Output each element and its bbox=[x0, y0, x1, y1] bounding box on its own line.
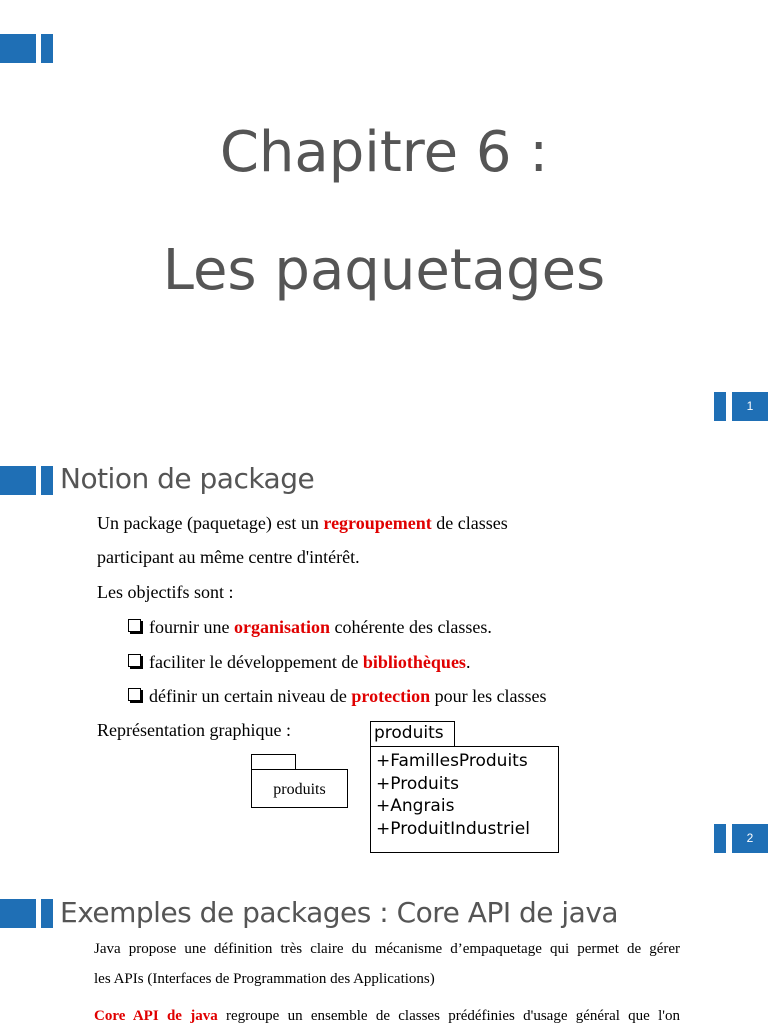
objective-item bbox=[128, 617, 492, 638]
package-icon-tab bbox=[251, 754, 296, 770]
slide-3-heading: Exemples de packages : Core API de java bbox=[60, 896, 619, 929]
slide-2 bbox=[0, 426, 768, 858]
intro-highlight: regroupement bbox=[323, 513, 432, 533]
intro-text-2: de classes bbox=[431, 513, 508, 533]
chapter-subtitle: Les paquetages bbox=[162, 238, 606, 303]
slide-1-page-number: 1 bbox=[732, 392, 768, 421]
objective-highlight: protection bbox=[351, 686, 431, 706]
slide-1-accent-bar bbox=[41, 34, 53, 63]
package-icon bbox=[251, 769, 348, 808]
representation-label: Représentation graphique : bbox=[97, 720, 291, 740]
slide-2-number-bar bbox=[714, 824, 726, 853]
uml-member: +Angrais bbox=[376, 796, 455, 816]
slide-3-paragraph-2 bbox=[94, 1001, 680, 1031]
uml-package-name: produits bbox=[370, 721, 455, 747]
slide-2-accent-bar bbox=[41, 466, 53, 495]
slide-3 bbox=[0, 858, 768, 1024]
objective-item bbox=[128, 652, 470, 673]
objectives-label: Les objectifs sont : bbox=[97, 582, 234, 602]
objective-text: définir un certain niveau de bbox=[149, 686, 352, 706]
objective-text: pour les classes bbox=[430, 686, 547, 706]
slide-1-number-bar bbox=[714, 392, 726, 421]
chapter-title: Chapitre 6 : bbox=[219, 120, 549, 185]
objective-text: cohérente des classes. bbox=[330, 617, 492, 637]
uml-member: +FamillesProduits bbox=[376, 751, 528, 771]
slide-3-accent-block bbox=[0, 899, 36, 928]
paragraph-1-line-2: les APIs (Interfaces de Programmation des Applications) bbox=[94, 971, 435, 987]
intro-line-2: participant au même centre d'intérêt. bbox=[97, 547, 360, 567]
slide-2-page-number: 2 bbox=[732, 824, 768, 853]
objective-text: faciliter le développement de bbox=[149, 652, 363, 672]
package-icon-label: produits bbox=[273, 781, 326, 798]
objective-text: . bbox=[465, 652, 471, 672]
checkbox-bullet-icon bbox=[128, 654, 141, 667]
objective-highlight: organisation bbox=[233, 617, 330, 637]
objective-item bbox=[128, 686, 547, 707]
checkbox-bullet-icon bbox=[128, 688, 141, 701]
paragraph-2-text: regroupe un ensemble de classes prédéfinies d'usage général que l'on bbox=[217, 1008, 680, 1024]
paragraph-1-line-1: Java propose une définition très claire du mécanisme d’empaquetage qui permet de gérer bbox=[94, 941, 680, 957]
slide-1 bbox=[0, 0, 768, 426]
slide-3-paragraph-1 bbox=[94, 934, 680, 994]
uml-member: +ProduitIndustriel bbox=[376, 818, 530, 839]
uml-member: +Produits bbox=[376, 773, 460, 794]
checkbox-bullet-icon bbox=[128, 619, 141, 632]
objective-text: fournir une bbox=[149, 617, 234, 637]
intro-text-1: Un package (paquetage) est un bbox=[97, 513, 324, 533]
slide-2-heading: Notion de package bbox=[60, 462, 315, 495]
slide-2-accent-block bbox=[0, 466, 36, 495]
slide-1-accent-block bbox=[0, 34, 36, 63]
objective-highlight: bibliothèques bbox=[362, 652, 466, 672]
slide-3-accent-bar bbox=[41, 899, 53, 928]
uml-package-members bbox=[370, 746, 559, 853]
intro-line-1 bbox=[97, 513, 508, 534]
core-api-highlight: Core API de java bbox=[94, 1008, 218, 1024]
